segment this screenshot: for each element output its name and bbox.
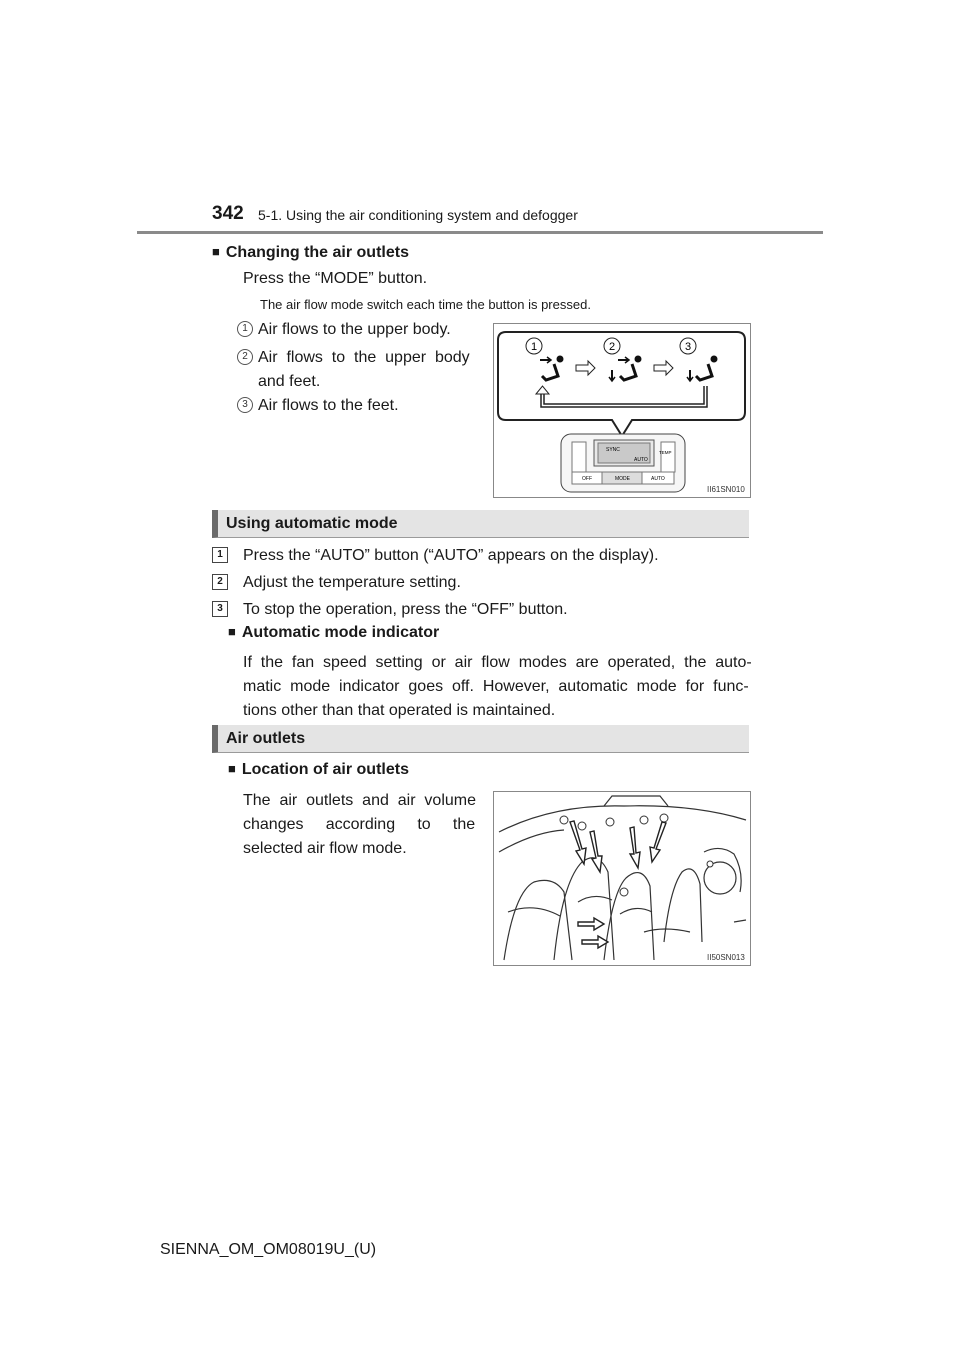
item-marker-1: 1	[237, 321, 253, 337]
mode-figure	[493, 323, 751, 498]
step-marker-1: 1	[212, 547, 228, 563]
location-line-1: The air outlets and air volume	[243, 792, 476, 809]
location-line-2: changes according to the	[243, 816, 476, 833]
step-marker-3: 3	[212, 601, 228, 617]
mode-instruction: Press the “MODE” button.	[243, 270, 428, 287]
mode-note: The air flow mode switch each time the button is pressed.	[260, 297, 591, 312]
item-marker-3: 3	[237, 397, 253, 413]
cabin-figure	[493, 791, 751, 966]
panel-sync-label: SYNC	[606, 447, 620, 453]
item-text-1: Air flows to the upper body.	[258, 321, 451, 338]
indicator-line-2: matic mode indicator goes off. However, automatic mode for func-	[243, 678, 749, 695]
panel-auto-button: AUTO	[651, 476, 665, 482]
changing-outlets-heading: ■ Changing the air outlets	[212, 244, 409, 262]
location-heading: ■ Location of air outlets	[228, 761, 409, 779]
mode-diagram	[494, 324, 750, 497]
callout-1: 1	[530, 341, 538, 353]
indicator-line-3: tions other than that operated is maintained.	[243, 702, 556, 719]
document-id: SIENNA_OM_OM08019U_(U)	[160, 1241, 377, 1258]
figure-code-1: II61SN010	[707, 485, 745, 494]
step-text-3: To stop the operation, press the “OFF” button.	[243, 601, 568, 618]
indicator-heading: ■ Automatic mode indicator	[228, 624, 439, 642]
air-outlets-bar: Air outlets	[212, 725, 749, 753]
callout-3: 3	[684, 341, 692, 353]
airflow-arrow-icon	[570, 821, 666, 948]
automatic-mode-bar: Using automatic mode	[212, 510, 749, 538]
page-number: 342	[212, 203, 244, 224]
step-text-1: Press the “AUTO” button (“AUTO” appears on the display).	[243, 547, 659, 564]
panel-temp-label: TEMP	[659, 450, 672, 455]
item-marker-2: 2	[237, 349, 253, 365]
cabin-illustration	[494, 792, 750, 965]
item-text-3: Air flows to the feet.	[258, 397, 399, 414]
header-rule	[137, 231, 823, 234]
panel-auto-display: AUTO	[634, 457, 648, 463]
item-text-2b: and feet.	[258, 373, 321, 390]
callout-2: 2	[608, 341, 616, 353]
panel-mode-button: MODE	[615, 476, 630, 482]
step-text-2: Adjust the temperature setting.	[243, 574, 461, 591]
step-marker-2: 2	[212, 574, 228, 590]
figure-code-2: II50SN013	[707, 953, 745, 962]
location-line-3: selected air flow mode.	[243, 840, 407, 857]
item-text-2a: Air flows to the upper body	[258, 349, 470, 366]
panel-off-button: OFF	[582, 476, 592, 482]
indicator-line-1: If the fan speed setting or air flow modes are operated, the auto-	[243, 654, 752, 671]
section-title: 5-1. Using the air conditioning system and defogger	[258, 207, 578, 223]
